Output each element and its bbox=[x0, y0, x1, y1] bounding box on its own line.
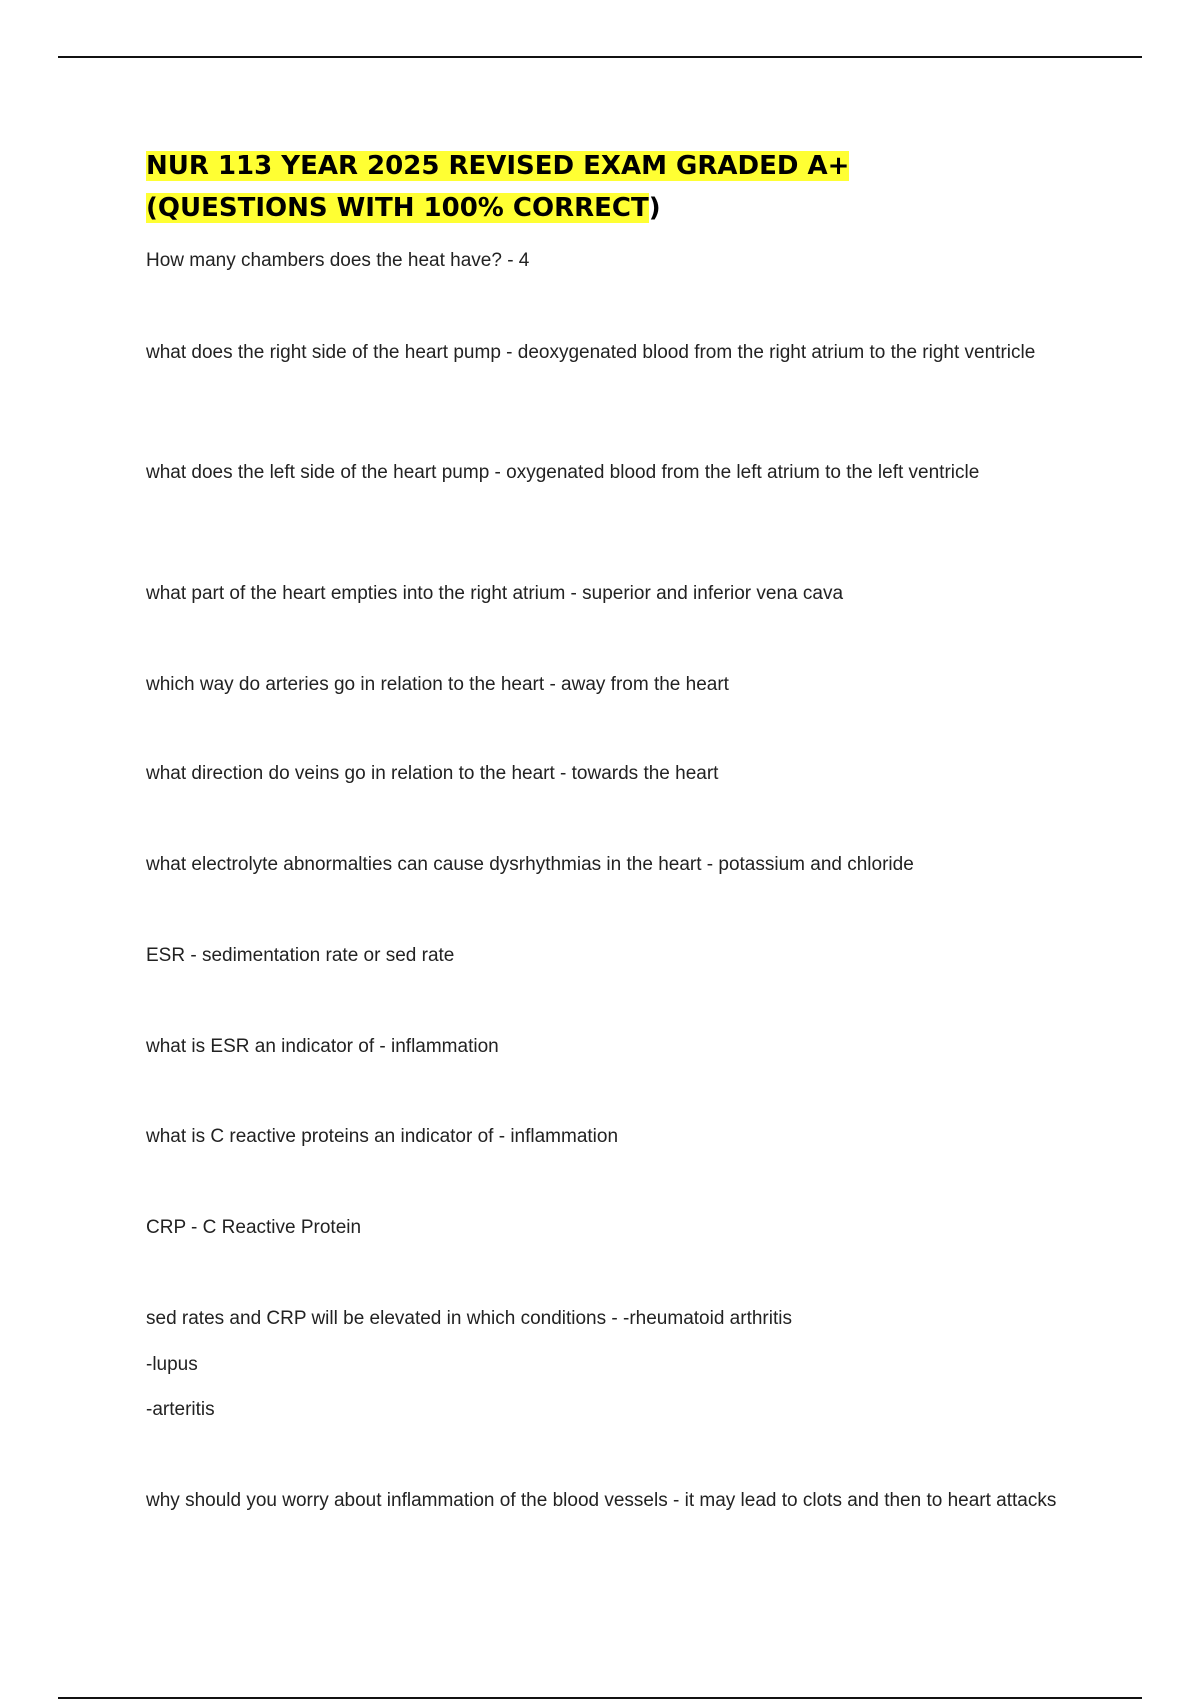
top-rule bbox=[58, 56, 1142, 58]
qa-item: -arteritis bbox=[146, 1399, 215, 1420]
qa-item: what part of the heart empties into the right atrium - superior and inferior vena cava bbox=[146, 583, 844, 604]
qa-item: what does the left side of the heart pump - oxygenated blood from the left atrium to the left ventricle bbox=[146, 462, 980, 483]
title-line-2-tail: ) bbox=[648, 193, 661, 223]
bottom-rule bbox=[58, 1697, 1142, 1699]
qa-item: which way do arteries go in relation to the heart - away from the heart bbox=[146, 674, 729, 695]
title-line-2: (QUESTIONS WITH 100% CORRECT bbox=[146, 193, 649, 223]
document-title bbox=[146, 145, 1106, 229]
qa-item: what direction do veins go in relation to the heart - towards the heart bbox=[146, 763, 719, 784]
qa-item: what does the right side of the heart pump - deoxygenated blood from the right atrium to the right ventricle bbox=[146, 342, 1036, 363]
qa-item: How many chambers does the heat have? - 4 bbox=[146, 250, 530, 271]
title-line-1: NUR 113 YEAR 2025 REVISED EXAM GRADED A+ bbox=[146, 151, 850, 181]
qa-item: -lupus bbox=[146, 1354, 198, 1375]
qa-item: ESR - sedimentation rate or sed rate bbox=[146, 945, 455, 966]
qa-item: what is C reactive proteins an indicator of - inflammation bbox=[146, 1126, 619, 1147]
qa-item: why should you worry about inflammation of the blood vessels - it may lead to clots and then to heart attacks bbox=[146, 1490, 1057, 1511]
qa-item: sed rates and CRP will be elevated in which conditions - -rheumatoid arthritis bbox=[146, 1308, 792, 1329]
qa-item: CRP - C Reactive Protein bbox=[146, 1217, 362, 1238]
qa-item: what electrolyte abnormalties can cause dysrhythmias in the heart - potassium and chloride bbox=[146, 854, 914, 875]
qa-item: what is ESR an indicator of - inflammation bbox=[146, 1036, 499, 1057]
